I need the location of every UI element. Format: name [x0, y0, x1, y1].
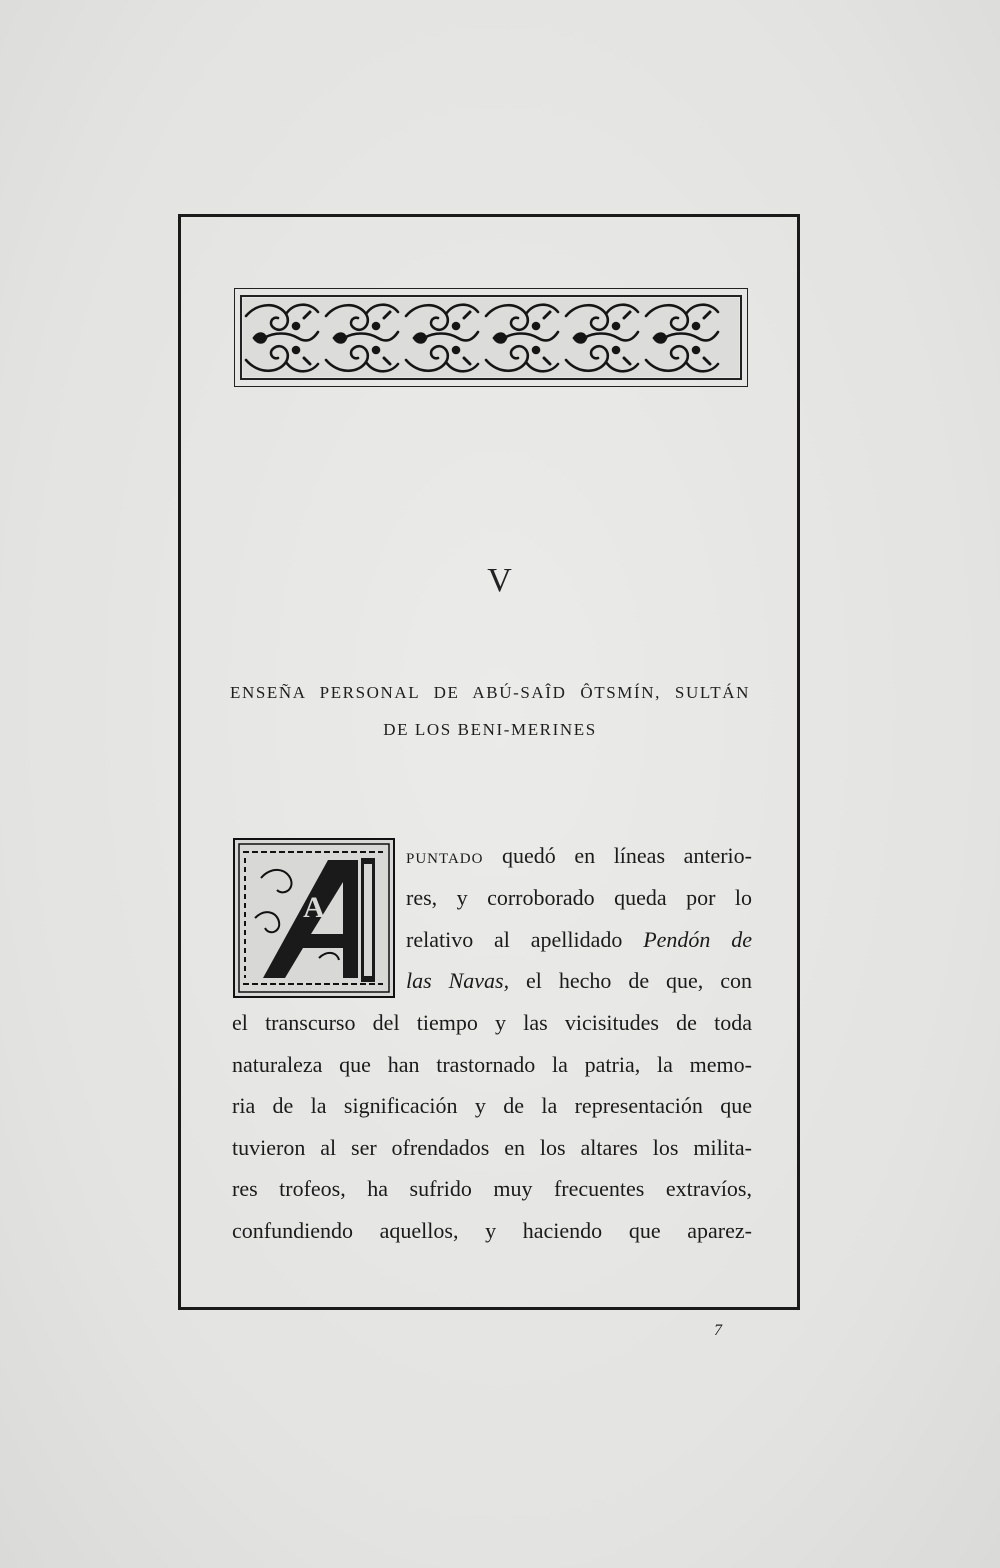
initial-glyph: A — [303, 891, 325, 924]
body-line-3 — [406, 927, 752, 953]
body-line-10: confundiendo aquellos, y haciendo que aparez- — [232, 1218, 752, 1243]
body-line-8: tuvieron al ser ofrendados en los altares los milita- — [232, 1135, 752, 1160]
chapter-heading-line-1: ENSEÑA PERSONAL DE ABÚ-SAÎD ÔTSMÍN, SULTÁN — [230, 683, 750, 702]
chapter-numeral: V — [487, 562, 513, 599]
body-line-9: res trofeos, ha sufrido muy frecuentes extravíos, — [232, 1176, 752, 1201]
body-line-4-italic: las Navas, — [406, 968, 510, 993]
decorated-initial-letter — [233, 838, 395, 998]
body-line-6: naturaleza que han trastornado la patria, la memo- — [232, 1052, 752, 1077]
body-line-3-plain: relativo al apellidado — [406, 927, 644, 952]
chapter-heading-line-2: DE LOS BENI-MERINES — [383, 720, 597, 739]
body-line-1 — [406, 843, 752, 869]
floral-ornament-band — [234, 288, 748, 387]
body-line-5: el transcurso del tiempo y las vicisitudes de toda — [232, 1010, 752, 1035]
body-line-4 — [406, 968, 752, 994]
body-line-7: ria de la significación y de la representación que — [232, 1093, 752, 1118]
body-line-1-smallcaps: puntado — [406, 844, 484, 868]
body-line-2: res, y corroborado queda por lo — [406, 885, 752, 910]
body-line-1-rest: quedó en líneas anterio- — [483, 843, 752, 868]
body-line-4-rest: el hecho de que, con — [509, 968, 752, 993]
page-number: 7 — [714, 1322, 722, 1339]
body-line-3-italic: Pendón de — [643, 927, 753, 952]
